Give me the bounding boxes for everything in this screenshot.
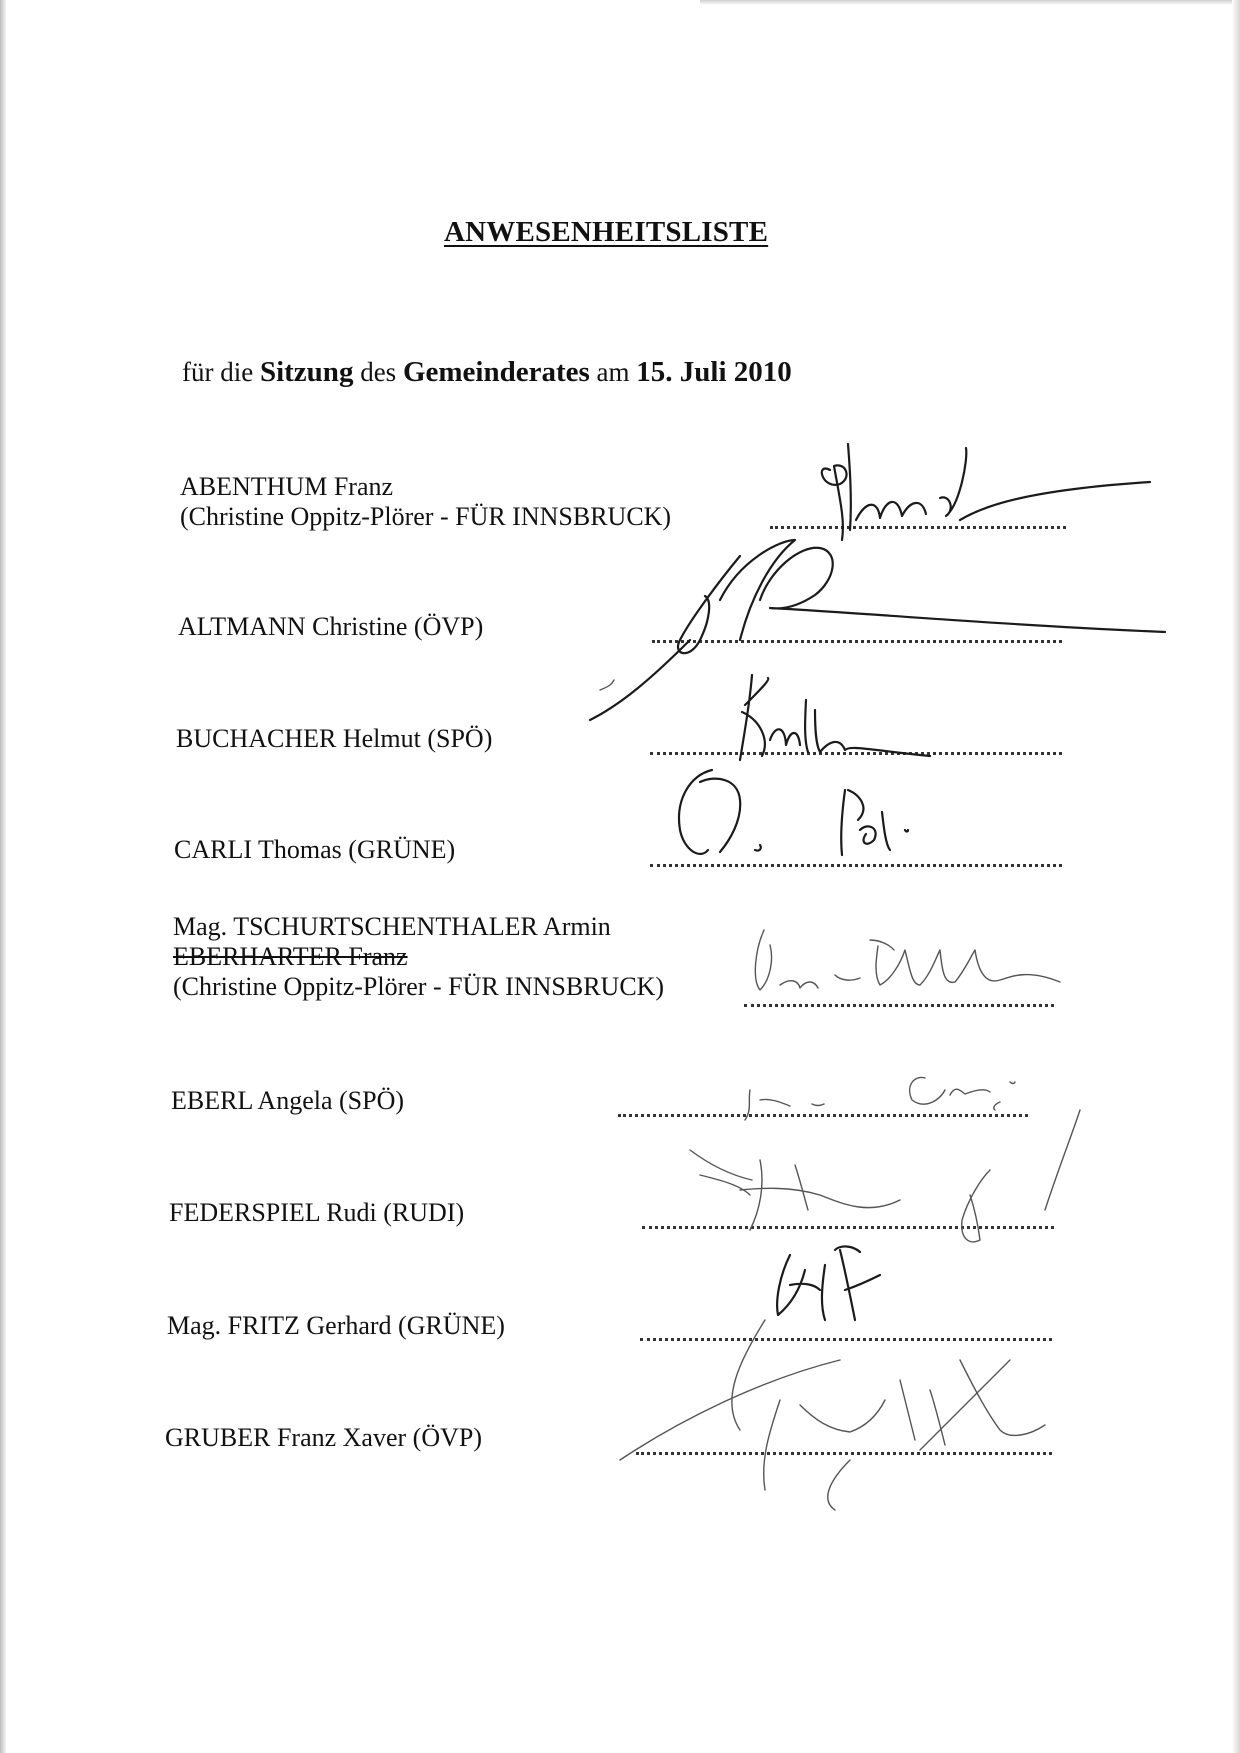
attendee-name: Mag. FRITZ Gerhard (GRÜNE) — [167, 1311, 505, 1340]
attendee-name: ABENTHUM Franz — [180, 472, 394, 501]
attendee-entry — [169, 1198, 464, 1228]
document-title: ANWESENHEITSLISTE — [444, 216, 769, 248]
signature-line — [650, 752, 1062, 755]
attendee-entry — [174, 835, 455, 865]
attendee-note: (Christine Oppitz-Plörer - FÜR INNSBRUCK) — [173, 972, 665, 1001]
attendee-entry — [171, 1086, 404, 1116]
meeting-subtitle — [182, 356, 792, 389]
attendee-name: FEDERSPIEL Rudi (RUDI) — [169, 1198, 465, 1227]
attendee-name: Mag. TSCHURTSCHENTHALER Armin — [173, 912, 611, 941]
scan-edge-left — [0, 0, 6, 1753]
attendee-name: BUCHACHER Helmut (SPÖ) — [176, 724, 493, 753]
subtitle-am: am — [596, 357, 630, 387]
meeting-date: 15. Juli 2010 — [636, 356, 792, 388]
signature-line — [640, 1338, 1052, 1341]
signature-line — [642, 1226, 1054, 1229]
attendee-name: ALTMANN Christine (ÖVP) — [178, 612, 484, 641]
signature-line — [650, 864, 1062, 867]
attendee-entry — [178, 612, 483, 642]
attendee-name: EBERL Angela (SPÖ) — [171, 1086, 405, 1115]
attendee-entry — [165, 1423, 482, 1453]
attendee-entry — [167, 1311, 505, 1341]
attendee-name: CARLI Thomas (GRÜNE) — [174, 835, 456, 864]
signature-line — [618, 1114, 1028, 1117]
subtitle-sitzung: Sitzung — [259, 356, 354, 388]
attendee-entry — [173, 912, 664, 1002]
signature-line — [770, 526, 1066, 529]
signature-line — [636, 1452, 1052, 1455]
signature-line — [744, 1004, 1054, 1007]
attendee-entry — [180, 472, 671, 532]
subtitle-des: des — [360, 357, 397, 387]
signature-line — [652, 640, 1062, 643]
subtitle-prefix: für die — [182, 357, 254, 387]
attendee-name: GRUBER Franz Xaver (ÖVP) — [165, 1423, 483, 1452]
scan-edge-top — [700, 0, 1240, 5]
struck-name: EBERHARTER Franz — [173, 942, 408, 971]
subtitle-gemeinderates: Gemeinderates — [402, 356, 590, 388]
attendee-entry — [176, 724, 492, 754]
scan-edge-right — [1232, 0, 1240, 1753]
attendee-note: (Christine Oppitz-Plörer - FÜR INNSBRUCK) — [180, 502, 672, 531]
